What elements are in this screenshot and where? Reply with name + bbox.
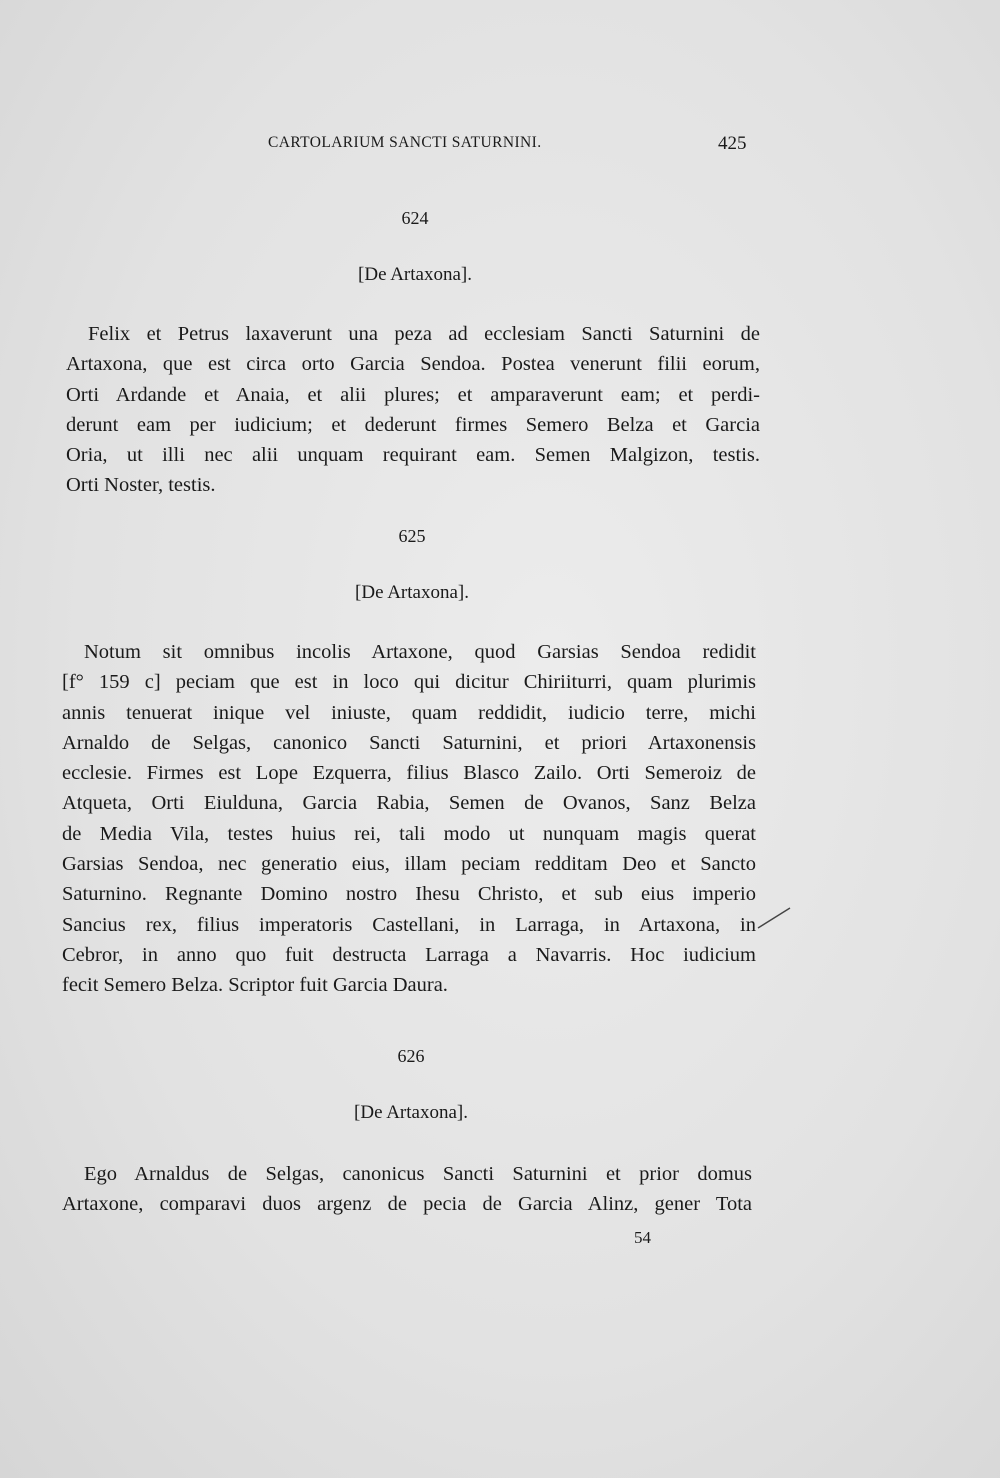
signature-mark: 54 xyxy=(634,1228,651,1247)
text-line: Felix et Petrus laxaverunt una peza ad ecclesiam Sancti Saturnini de xyxy=(88,323,760,345)
text-line: derunt eam per iudicium; et dederunt firmes Semero Belza et Garcia xyxy=(66,413,760,436)
text-line: annis tenuerat inique vel iniuste, quam reddidit, iudicio terre, michi xyxy=(62,701,756,724)
text-line: [f° 159 c] peciam que est in loco qui dicitur Chiriiturri, quam plurimis xyxy=(62,671,756,694)
text-line: Cebror, in anno quo fuit destructa Larraga a Navarris. Hoc iudicium xyxy=(62,943,756,966)
text-line: Artaxona, que est circa orto Garcia Sendoa. Postea venerunt filii eorum, xyxy=(66,353,760,376)
text-line: ecclesie. Firmes est Lope Ezquerra, filius Blasco Zailo. Orti Semeroiz de xyxy=(62,762,756,785)
entry-heading: [De Artaxona]. xyxy=(354,1102,468,1123)
text-line: Saturnino. Regnante Domino nostro Ihesu Christo, et sub eius imperio xyxy=(62,883,756,906)
text-line: Orti Ardande et Anaia, et alii plures; et amparaverunt eam; et perdi- xyxy=(66,383,760,406)
text-line: Garsias Sendoa, nec generatio eius, illam peciam redditam Deo et Sancto xyxy=(62,853,756,876)
entry-text xyxy=(66,319,760,501)
entry-number: 624 xyxy=(401,208,429,228)
pencil-mark-icon xyxy=(756,904,796,934)
entry-text xyxy=(62,637,756,1001)
text-line: fecit Semero Belza. Scriptor fuit Garcia Daura. xyxy=(62,974,448,997)
text-line: Sancius rex, filius imperatoris Castellani, in Larraga, in Artaxona, in xyxy=(62,913,756,936)
text-line: Ego Arnaldus de Selgas, canonicus Sancti Saturnini et prior domus xyxy=(84,1163,752,1185)
text-line: de Media Vila, testes huius rei, tali modo ut nunquam magis querat xyxy=(62,822,756,845)
text-line: Artaxone, comparavi duos argenz de pecia de Garcia Alinz, gener Tota xyxy=(62,1193,752,1216)
text-line: Orti Noster, testis. xyxy=(66,474,216,497)
page-number: 425 xyxy=(718,133,747,154)
entry-number: 625 xyxy=(398,526,426,546)
text-line: Atqueta, Orti Eiulduna, Garcia Rabia, Semen de Ovanos, Sanz Belza xyxy=(62,792,756,815)
text-line: Oria, ut illi nec alii unquam requirant eam. Semen Malgizon, testis. xyxy=(66,444,760,467)
entry-heading: [De Artaxona]. xyxy=(358,264,472,285)
text-line: Notum sit omnibus incolis Artaxone, quod Garsias Sendoa redidit xyxy=(84,641,756,663)
text-line: Arnaldo de Selgas, canonico Sancti Saturnini, et priori Artaxonensis xyxy=(62,731,756,754)
running-title: CARTOLARIUM SANCTI SATURNINI. xyxy=(268,134,542,151)
entry-text xyxy=(62,1159,752,1220)
entry-number: 626 xyxy=(397,1046,425,1066)
entry-heading: [De Artaxona]. xyxy=(355,582,469,603)
